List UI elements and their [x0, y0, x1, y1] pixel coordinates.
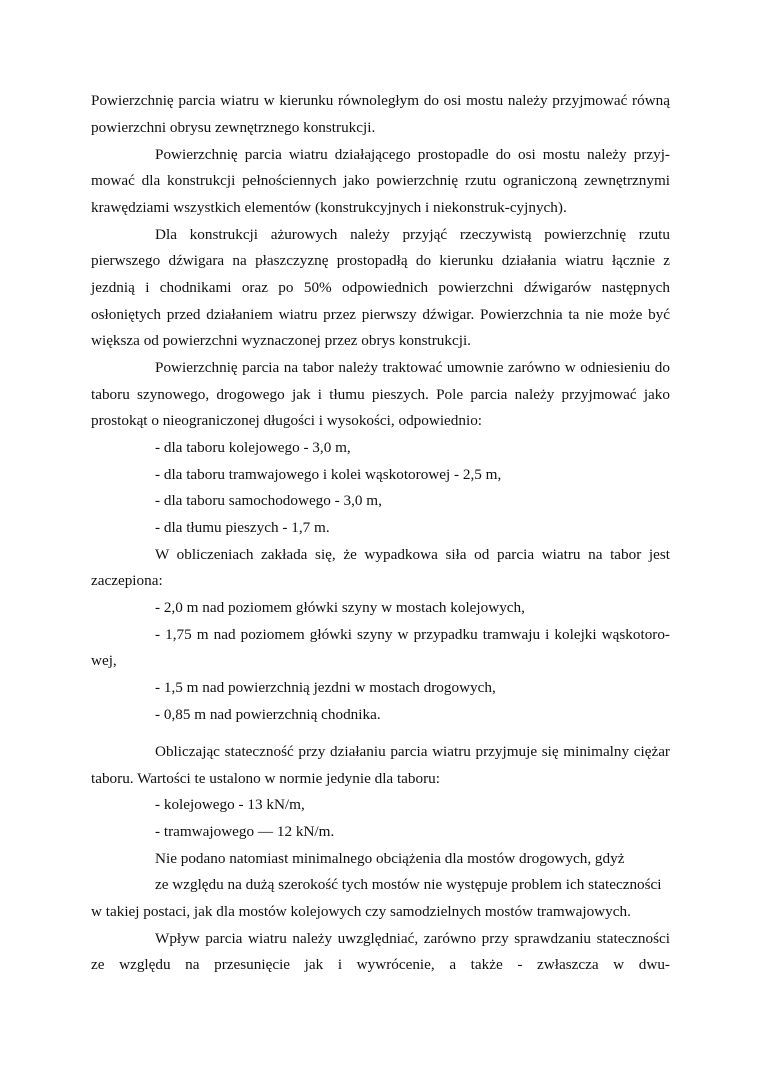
text-line: wej,: [91, 652, 117, 669]
text-line: w takiej postaci, jak dla mostów kolejowych czy samodzielnych mostów tramwajowych.: [91, 903, 631, 920]
text-line: większa od powierzchni wyznaczonej przez obrys konstrukcji.: [91, 332, 471, 349]
list-item: - 1,75 m nad poziomem główki szyny w przypadku tramwaju i kolejki wąskotoro-: [155, 626, 670, 643]
text-line: pierwszego dźwigara na płaszczyznę prostopadłą do kierunku działania wiatru łącznie z: [91, 252, 670, 269]
text-line: ze względu na przesunięcie jak i wywrócenie, a także - zwłaszcza w dwu-: [91, 956, 670, 973]
text-line: Powierzchnię parcia wiatru w kierunku równoległym do osi mostu należy przyjmować równą: [91, 92, 670, 109]
text-line: Powierzchnię parcia wiatru działającego prostopadle do osi mostu należy przyj-: [155, 146, 670, 163]
text-line: krawędziami wszystkich elementów (konstrukcyjnych i niekonstruk-cyjnych).: [91, 199, 567, 216]
list-item: - dla tłumu pieszych - 1,7 m.: [155, 519, 330, 536]
text-line: Wpływ parcia wiatru należy uwzględniać, zarówno przy sprawdzaniu stateczności: [155, 930, 670, 947]
list-item: - tramwajowego — 12 kN/m.: [155, 823, 335, 840]
list-item: - dla taboru samochodowego - 3,0 m,: [155, 492, 382, 509]
text-line: osłoniętych przed działaniem wiatru przez pierwszy dźwigar. Powierzchnia ta nie może być: [91, 306, 670, 323]
text-line: Obliczając stateczność przy działaniu parcia wiatru przyjmuje się minimalny ciężar: [155, 743, 670, 760]
text-line: taboru. Wartości te ustalono w normie jedynie dla taboru:: [91, 770, 440, 787]
text-line: Powierzchnię parcia na tabor należy traktować umownie zarówno w odniesieniu do: [155, 359, 670, 376]
text-line: zaczepiona:: [91, 572, 163, 589]
list-item: - 0,85 m nad powierzchnią chodnika.: [155, 706, 381, 723]
list-item: - dla taboru kolejowego - 3,0 m,: [155, 439, 351, 456]
text-line: jezdnią i chodnikami oraz po 50% odpowiednich powierzchni dźwigarów następnych: [91, 279, 670, 296]
list-item: - 1,5 m nad powierzchnią jezdni w mostach drogowych,: [155, 679, 496, 696]
text-line: prostokąt o nieograniczonej długości i wysokości, odpowiednio:: [91, 412, 483, 429]
text-line: taboru szynowego, drogowego jak i tłumu pieszych. Pole parcia należy przyjmować jako: [91, 386, 670, 403]
text-line: ze względu na dużą szerokość tych mostów nie występuje problem ich stateczności: [155, 876, 662, 893]
text-line: W obliczeniach zakłada się, że wypadkowa siła od parcia wiatru na tabor jest: [155, 546, 670, 563]
list-item: - kolejowego - 13 kN/m,: [155, 796, 305, 813]
list-item: - dla taboru tramwajowego i kolei wąskotorowej - 2,5 m,: [155, 466, 502, 483]
text-line: powierzchni obrysu zewnętrznego konstrukcji.: [91, 119, 376, 136]
text-line: Nie podano natomiast minimalnego obciążenia dla mostów drogowych, gdyż: [155, 850, 625, 867]
list-item: - 2,0 m nad poziomem główki szyny w mostach kolejowych,: [155, 599, 525, 616]
text-line: mować dla konstrukcji pełnościennych jako powierzchnię rzutu ograniczoną zewnętrznymi: [91, 172, 670, 189]
text-line: Dla konstrukcji ażurowych należy przyjąć rzeczywistą powierzchnię rzutu: [155, 226, 670, 243]
